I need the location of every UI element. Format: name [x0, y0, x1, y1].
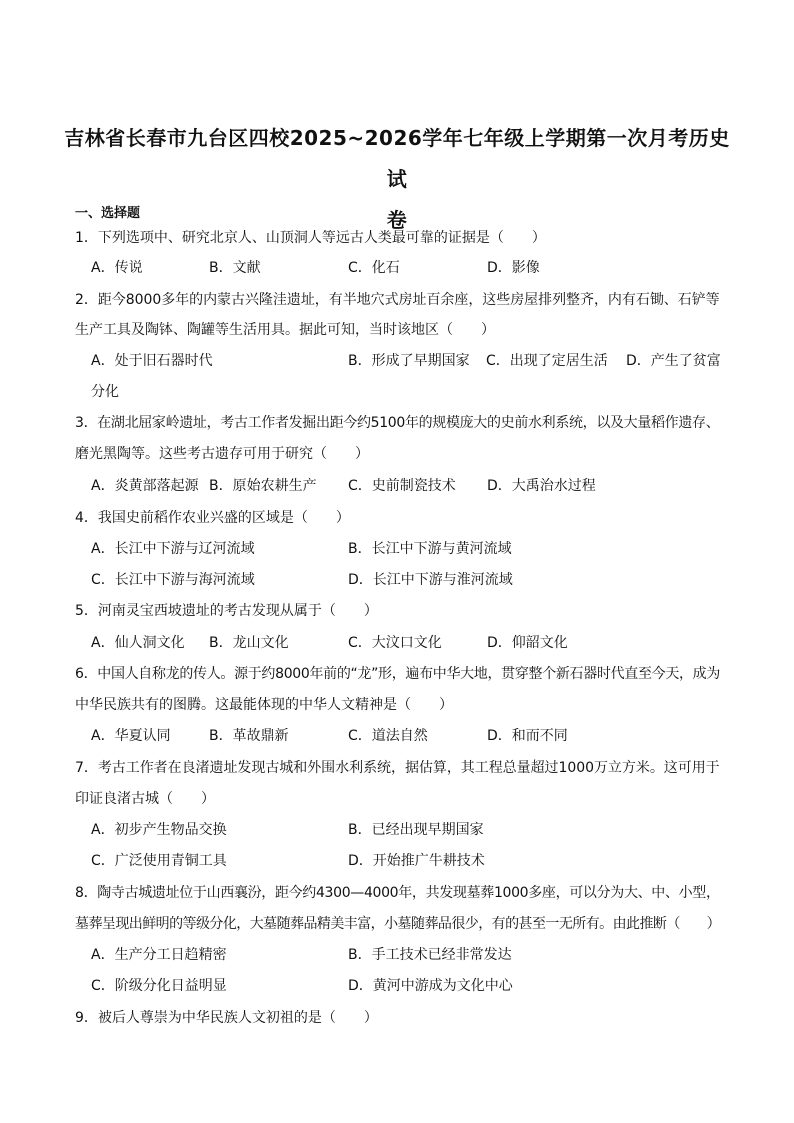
question-3-stem-line-1: 3．在湖北屈家岭遗址，考古工作者发掘出距今约5100年的规模庞大的史前水利系统，以及大量稻作遗存、: [75, 415, 720, 431]
question-6-stem-line-2: 中华民族共有的图腾。这最能体现的中华人文精神是（ ）: [75, 697, 453, 713]
question-1-option-a: A．传说: [91, 260, 143, 276]
question-1-option-d: D．影像: [487, 260, 540, 276]
question-5-option-b: B．龙山文化: [209, 635, 289, 651]
question-2-option-c: C．出现了定居生活: [486, 353, 608, 369]
question-5-option-c: C．大汶口文化: [348, 635, 442, 651]
question-4-option-b: B．长江中下游与黄河流域: [348, 541, 512, 557]
question-6-option-d: D．和而不同: [487, 728, 568, 744]
question-3-option-c: C．史前制瓷技术: [348, 478, 456, 494]
question-8-option-a: A．生产分工日趋精密: [91, 947, 227, 963]
question-4-option-a: A．长江中下游与辽河流域: [91, 541, 255, 557]
question-2-stem-line-2: 生产工具及陶钵、陶罐等生活用具。据此可知，当时该地区（ ）: [75, 322, 495, 338]
question-8-stem-line-1: 8．陶寺古城遗址位于山西襄汾，距今约4300—4000年，共发现墓葬1000多座，可以分为大、中、小型，: [75, 885, 720, 901]
question-3-option-a: A．炎黄部落起源: [91, 478, 199, 494]
question-8-stem-line-2: 墓葬呈现出鲜明的等级分化，大墓随葬品精美丰富，小墓随葬品很少，有的甚至一无所有。由此推断（ ）: [75, 916, 721, 932]
question-4-stem: 4．我国史前稻作农业兴盛的区域是（ ）: [75, 510, 350, 526]
question-2-option-b: B．形成了早期国家: [348, 353, 470, 369]
question-4-option-c: C．长江中下游与海河流域: [91, 572, 255, 588]
question-5-option-a: A．仙人洞文化: [91, 635, 185, 651]
question-6-option-b: B．革故鼎新: [209, 728, 289, 744]
question-3-option-d: D．大禹治水过程: [487, 478, 596, 494]
question-5-option-d: D．仰韶文化: [487, 635, 568, 651]
question-2-option-d: D．产生了贫富: [626, 353, 721, 369]
question-8-option-d: D．黄河中游成为文化中心: [348, 978, 513, 994]
question-1-option-c: C．化石: [348, 260, 400, 276]
question-7-option-c: C．广泛使用青铜工具: [91, 853, 227, 869]
question-6-option-a: A．华夏认同: [91, 728, 171, 744]
exam-title: [60, 118, 734, 241]
question-9-stem: 9．被后人尊崇为中华民族人文初祖的是（ ）: [75, 1010, 378, 1026]
question-2-option-a: A．处于旧石器时代: [91, 353, 213, 369]
question-7-option-d: D．开始推广牛耕技术: [348, 853, 485, 869]
question-6-stem-line-1: 6．中国人自称龙的传人。源于约8000年前的“龙”形，遍布中华大地，贯穿整个新石器时代直至今天，成为: [75, 666, 721, 682]
question-2-option-d-continued: 分化: [91, 384, 119, 400]
question-1-stem: 1．下列选项中、研究北京人、山顶洞人等远古人类最可靠的证据是（ ）: [75, 230, 546, 246]
section-heading: 一、选择题: [75, 206, 141, 221]
exam-title-line-2: 卷: [386, 208, 408, 232]
question-3-stem-line-2: 磨光黑陶等。这些考古遗存可用于研究（ ）: [75, 446, 369, 462]
question-1-option-b: B．文献: [209, 260, 261, 276]
question-7-stem-line-1: 7．考古工作者在良渚遗址发现古城和外围水利系统，据估算，其工程总量超过1000万立方米。这可用于: [75, 760, 720, 776]
question-7-stem-line-2: 印证良渚古城（ ）: [75, 791, 215, 807]
question-8-option-b: B．手工技术已经非常发达: [348, 947, 512, 963]
question-2-stem-line-1: 2．距今8000多年的内蒙古兴隆洼遗址，有半地穴式房址百余座，这些房屋排列整齐，内有石锄、石铲等: [75, 292, 720, 308]
question-4-option-d: D．长江中下游与淮河流域: [348, 572, 513, 588]
question-7-option-a: A．初步产生物品交换: [91, 822, 227, 838]
question-7-option-b: B．已经出现早期国家: [348, 822, 484, 838]
exam-title-line-1: 吉林省长春市九台区四校2025~2026学年七年级上学期第一次月考历史试: [64, 126, 730, 191]
question-8-option-c: C．阶级分化日益明显: [91, 978, 227, 994]
question-6-option-c: C．道法自然: [348, 728, 428, 744]
question-3-option-b: B．原始农耕生产: [209, 478, 317, 494]
question-5-stem: 5．河南灵宝西坡遗址的考古发现从属于（ ）: [75, 603, 378, 619]
